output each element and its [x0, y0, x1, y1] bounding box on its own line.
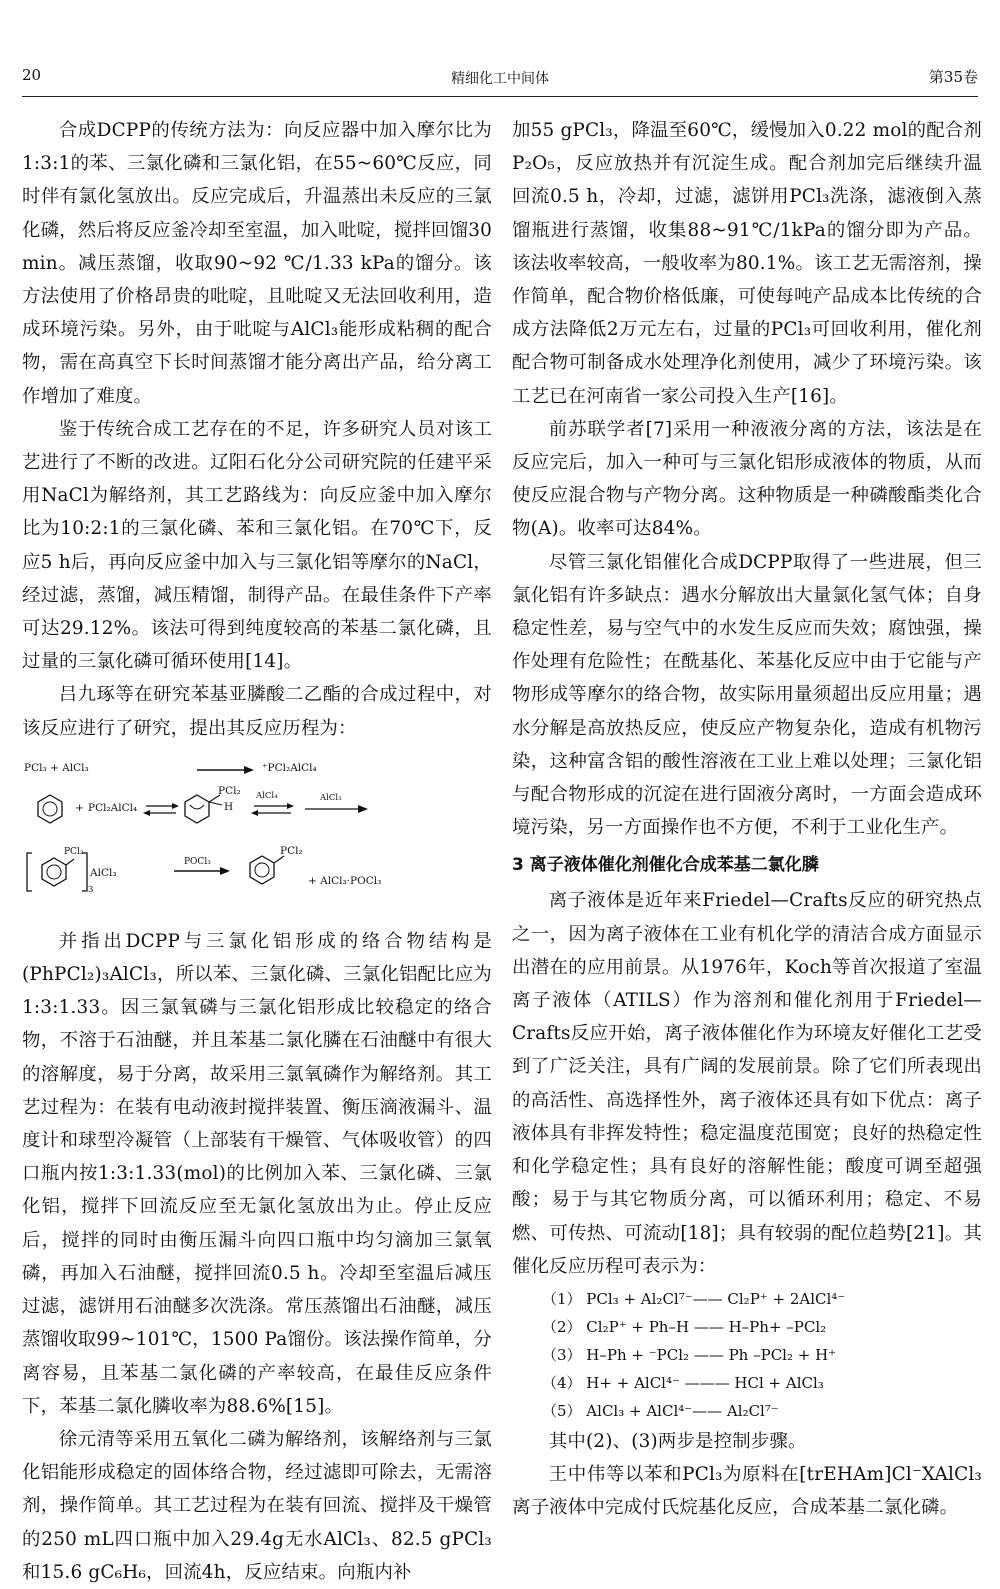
right-column [512, 114, 982, 1525]
paragraph: 加55 gPCl₃，降温至60℃，缓慢加入0.22 mol的配合剂P₂O₅，反应放热并有沉淀生成。配合剂加完后继续升温回流0.5 h，冷却，过滤，滤饼用PCl₃洗涤，滤液倒入蒸馏瓶进行蒸馏，收集88~91℃/1kPa的馏分即为产品。该法收率较高，一般收率为80.1%。该工艺无需溶剂，操作简单，配合物价格低廉，可使每吨产品成本比传统的合成方法降低2万元左右，过量的PCl₃可回收利用，催化剂配合物可制备成水处理净化剂使用，减少了环境污染。该工艺已在河南省一家公司投入生产[16]。 [512, 120, 982, 407]
paragraph: 吕九琢等在研究苯基亚膦酸二乙酯的合成过程中，对该反应进行了研究，提出其反应历程为： [22, 684, 492, 739]
equation: （3） H–Ph + ⁻PCl₂ —— Ph –PCl₂ + H⁺ [542, 1345, 837, 1364]
sigma-complex-icon [185, 795, 222, 823]
paragraph: 其中(2)、(3)两步是控制步骤。 [548, 1430, 807, 1452]
scheme-catalyst-1: AlCl₄ [256, 790, 278, 801]
scheme-byproduct: + AlCl₃·POCl₃ [308, 874, 382, 887]
scheme-complex-alcl3: AlCl₃ [90, 866, 117, 879]
scheme-catalyst-2: AlCl₃ [320, 792, 342, 803]
scheme-substituent: PCl₂ [218, 784, 241, 797]
paragraph: 离子液体是近年来Friedel—Crafts反应的研究热点之一，因为离子液体在工业有机化学的清洁合成方面显示出潜在的应用前景。从1976年，Koch等首次报道了室温离子液体（ATILS）作为溶剂和催化剂用于Friedel—Crafts反应开始，离子液体催化作为环境友好催化工艺受到了广泛关注，具有广阔的发展前景。除了它们所表现出的高活性、高选择性外，离子液体还具有如下优点：离子液体具有非挥发特性；稳定温度范围宽；良好的热稳定性和化学稳定性；具有良好的溶解性能；酸度可调至超强酸；易于与其它物质分离，可以循环利用；稳定、不易燃、可传热、可流动[18]；具有较弱的配位趋势[21]。其催化反应历程可表示为： [512, 890, 982, 1277]
paragraph: 鉴于传统合成工艺存在的不足，许多研究人员对该工艺进行了不断的改进。辽阳石化分公司研究院的任建平采用NaCl为解络剂，其工艺路线为：向反应釜中加入摩尔比为10:2:1的三氯化磷、苯和三氯化铝。在70℃下，反应5 h后，再向反应釜中加入与三氯化铝等摩尔的NaCl，经过滤，蒸馏，减压精馏，制得产品。在最佳条件下产率可达29.12%。该法可得到纯度较高的苯基二氯化磷，且过量的三氯化磷可循环使用[14]。 [22, 418, 492, 673]
paragraph: 王中伟等以苯和PCl₃为原料在[trEHAm]Cl⁻XAlCl₃离子液体中完成付氏烷基化反应，合成苯基二氯化磷。 [512, 1464, 982, 1519]
mechanism-equations [512, 1285, 982, 1425]
scheme-hydrogen: H [224, 800, 234, 813]
section-heading: 3 离子液体催化剂催化合成苯基二氯化膦 [512, 855, 819, 876]
page-header [22, 62, 978, 97]
equation: （1） PCl₃ + Al₂Cl⁷⁻—— Cl₂P⁺ + 2AlCl⁴⁻ [542, 1289, 846, 1308]
benzene-ring-icon [38, 795, 62, 823]
scheme-reactants-1: PCl₃ + AlCl₃ [24, 761, 89, 774]
phenyl-dichlorophosphine-icon [250, 856, 284, 884]
scheme-reagent-3: POCl₃ [184, 856, 211, 867]
left-column [22, 114, 492, 1589]
scheme-product-1: ⁺PCl₂AlCl₄ [262, 761, 317, 774]
volume-label: 第35卷 [928, 68, 978, 86]
paragraph: 合成DCPP的传统方法为：向反应器中加入摩尔比为1:3:1的苯、三氯化磷和三氯化铝，在55~60℃反应，同时伴有氯化氢放出。反应完成后，升温蒸出未反应的三氯化磷，然后将反应釜冷却至室温，加入吡啶，搅拌回馏30 min。减压蒸馏，收取90~92 ℃/1.33 kPa的馏分。该方法使用了价格昂贵的吡啶，且吡啶又无法回收利用，造成环境污染。另外，由于吡啶与AlCl₃能形成粘稠的配合物，需在高真空下长时间蒸馏才能分离出产品，给分离工作增加了难度。 [22, 120, 492, 407]
scheme-substituent: PCl₂ [64, 846, 84, 857]
paragraph: 并指出DCPP与三氯化铝形成的络合物结构是(PhPCl₂)₃AlCl₃，所以苯、三氯化磷、三氯化铝配比应为1:3:1.33。因三氯氧磷与三氯化铝形成比较稳定的络合物，不溶于石油醚，并且苯基二氯化膦在石油醚中有很大的溶解度，易于分离，故采用三氯氧磷作为解络剂。其工艺过程为：在装有电动液封搅拌装置、衡压滴液漏斗、温度计和球型冷凝管（上部装有干燥管、气体吸收管）的四口瓶内按1:3:1.33(mol)的比例加入苯、三氯化磷、三氯化铝，搅拌下回流反应至无氯化氢放出为止。停止反应后，搅拌的同时由衡压漏斗向四口瓶中均匀滴加三氯氧磷，再加入石油醚，搅拌回流0.5 h。冷却至室温后减压过滤，滤饼用石油醚多次洗涤。常压蒸馏出石油醚，减压蒸馏收取99~101℃，1500 Pa馏份。该法操作简单，分离容易，且苯基二氯化磷的产率较高，在最佳反应条件下，苯基二氯化膦收率为88.6%[15]。 [22, 930, 492, 1417]
reaction-scheme [22, 761, 492, 911]
page-number: 20 [22, 66, 42, 84]
scheme-plus: + [75, 801, 84, 814]
paragraph: 尽管三氯化铝催化合成DCPP取得了一些进展，但三氯化铝有许多缺点：遇水分解放出大量氯化氢气体；自身稳定性差，易与空气中的水发生反应而失效；腐蚀强，操作处理有危险性；在酰基化、苯基化反应中由于它能与产物形成等摩尔的络合物，故实际用量须超出反应用量；遇水分解是高放热反应，使反应产物复杂化，造成有机物污染，这种富含铝的酸性溶液在工业上难以处理；三氯化铝与配合物形成的沉淀在进行固液分离时，一方面会造成环境污染，另一方面操作也不方便，不利于工业化生产。 [512, 551, 982, 839]
equation: （4） H+ + AlCl⁴⁻ ——— HCl + AlCl₃ [542, 1373, 824, 1392]
equation: （5） AlCl₃ + AlCl⁴⁻—— Al₂Cl⁷⁻ [542, 1401, 779, 1420]
scheme-substituent: PCl₂ [280, 844, 303, 857]
equation: （2） Cl₂P⁺ + Ph–H —— H–Ph+ –PCl₂ [542, 1317, 827, 1336]
paragraph: 徐元清等采用五氧化二磷为解络剂，该解络剂与三氯化铝能形成稳定的固体络合物，经过滤即可除去，无需溶剂，操作简单。其工艺过程为在装有回流、搅拌及干燥管的250 mL四口瓶中加入29.4g无水AlCl₃、82.5 gPCl₃和15.6 gC₆H₆，回流4h，反应结束。向瓶内补 [22, 1428, 492, 1583]
paragraph: 前苏联学者[7]采用一种液液分离的方法，该法是在反应完后，加入一种可与三氯化铝形成液体的物质，从而使反应混合物与产物分离。这种物质是一种磷酸酯类化合物(A)。收率可达84%。 [512, 418, 982, 540]
benzene-ring-icon [42, 858, 74, 886]
journal-title: 精细化工中间体 [451, 71, 549, 87]
scheme-reagent-2: PCl₂AlCl₄ [88, 801, 138, 814]
scheme-subscript-3: 3 [88, 884, 94, 895]
